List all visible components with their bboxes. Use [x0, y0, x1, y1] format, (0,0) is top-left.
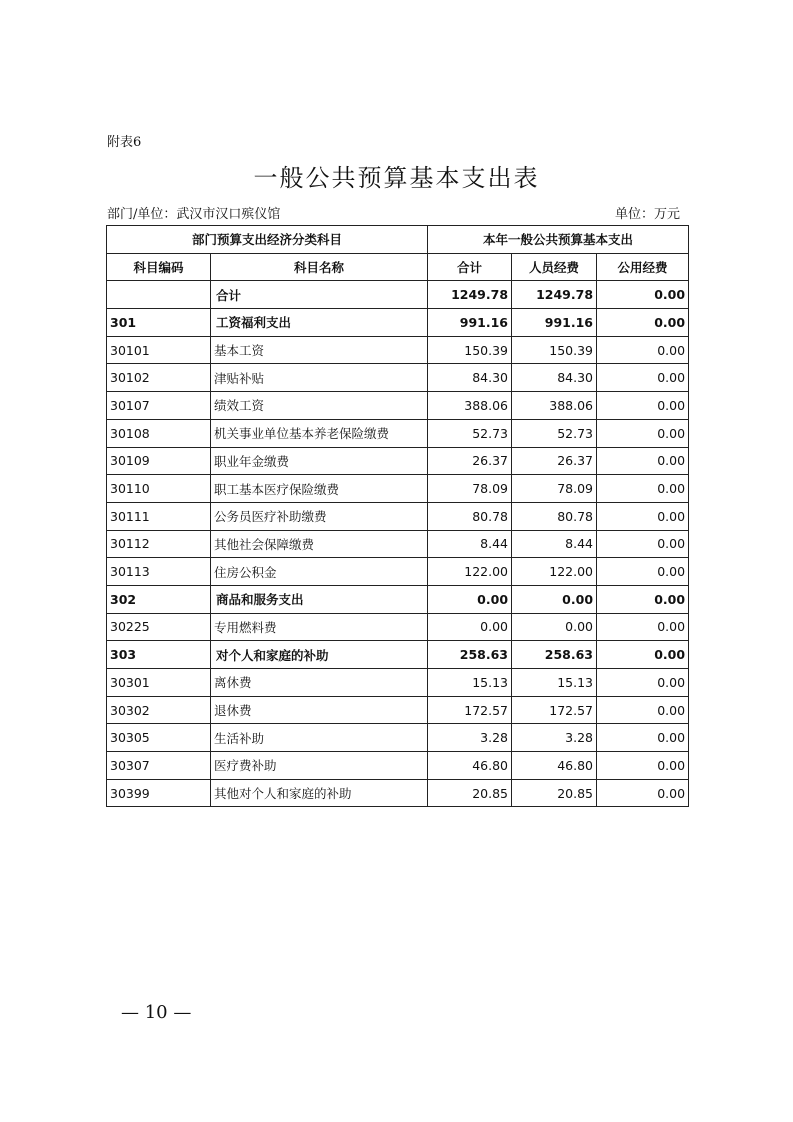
table-row [107, 641, 689, 669]
row-personnel-cell: 258.63 [512, 641, 597, 669]
row-name-cell: 住房公积金 [211, 558, 428, 586]
group-header-classification: 部门预算支出经济分类科目 [107, 226, 428, 254]
row-total-cell: 78.09 [428, 475, 512, 503]
row-public-cell: 0.00 [597, 641, 689, 669]
row-code-cell: 30111 [107, 502, 211, 530]
row-personnel-cell: 172.57 [512, 696, 597, 724]
row-personnel-cell: 3.28 [512, 724, 597, 752]
row-name-cell: 职业年金缴费 [211, 447, 428, 475]
row-code-cell: 30110 [107, 475, 211, 503]
department-label: 部门/单位：武汉市汉口殡仪馆 [107, 207, 281, 222]
row-personnel-cell: 8.44 [512, 530, 597, 558]
row-code-cell: 30301 [107, 669, 211, 697]
row-name-cell: 退休费 [211, 696, 428, 724]
row-personnel-cell: 15.13 [512, 669, 597, 697]
row-public-cell: 0.00 [597, 309, 689, 337]
row-total-cell: 26.37 [428, 447, 512, 475]
row-total-cell: 15.13 [428, 669, 512, 697]
row-code-cell: 30102 [107, 364, 211, 392]
document-title: 一般公共预算基本支出表 [253, 164, 540, 192]
row-personnel-cell: 388.06 [512, 392, 597, 420]
row-personnel-cell: 991.16 [512, 309, 597, 337]
row-public-cell: 0.00 [597, 447, 689, 475]
table-row [107, 281, 689, 309]
row-name-cell: 对个人和家庭的补助 [211, 641, 428, 669]
row-public-cell: 0.00 [597, 558, 689, 586]
table-row [107, 530, 689, 558]
annex-label: 附表6 [107, 135, 142, 150]
row-name-cell: 津贴补贴 [211, 364, 428, 392]
row-total-cell: 258.63 [428, 641, 512, 669]
row-total-cell: 84.30 [428, 364, 512, 392]
table-row [107, 447, 689, 475]
row-code-cell: 301 [107, 309, 211, 337]
row-public-cell: 0.00 [597, 585, 689, 613]
table-row [107, 779, 689, 807]
row-public-cell: 0.00 [597, 364, 689, 392]
row-code-cell: 30225 [107, 613, 211, 641]
row-name-cell: 基本工资 [211, 336, 428, 364]
row-name-cell: 公务员医疗补助缴费 [211, 502, 428, 530]
row-public-cell: 0.00 [597, 419, 689, 447]
row-personnel-cell: 122.00 [512, 558, 597, 586]
table-row [107, 419, 689, 447]
table-row [107, 669, 689, 697]
row-total-cell: 0.00 [428, 585, 512, 613]
row-total-cell: 80.78 [428, 502, 512, 530]
table-body [107, 281, 689, 807]
row-public-cell: 0.00 [597, 336, 689, 364]
row-code-cell: 30399 [107, 779, 211, 807]
table-row [107, 364, 689, 392]
row-total-cell: 46.80 [428, 752, 512, 780]
row-public-cell: 0.00 [597, 752, 689, 780]
table-row [107, 336, 689, 364]
table-row [107, 475, 689, 503]
row-total-cell: 172.57 [428, 696, 512, 724]
row-total-cell: 1249.78 [428, 281, 512, 309]
row-code-cell: 302 [107, 585, 211, 613]
table-row [107, 696, 689, 724]
page-number: — 10 — [121, 1002, 192, 1023]
row-name-cell: 生活补助 [211, 724, 428, 752]
row-personnel-cell: 26.37 [512, 447, 597, 475]
row-code-cell: 30307 [107, 752, 211, 780]
row-personnel-cell: 0.00 [512, 585, 597, 613]
row-personnel-cell: 1249.78 [512, 281, 597, 309]
row-total-cell: 122.00 [428, 558, 512, 586]
row-public-cell: 0.00 [597, 724, 689, 752]
row-personnel-cell: 0.00 [512, 613, 597, 641]
row-code-cell: 30107 [107, 392, 211, 420]
row-public-cell: 0.00 [597, 669, 689, 697]
row-code-cell: 30302 [107, 696, 211, 724]
row-name-cell: 合计 [211, 281, 428, 309]
table-row [107, 752, 689, 780]
row-name-cell: 绩效工资 [211, 392, 428, 420]
row-personnel-cell: 150.39 [512, 336, 597, 364]
row-personnel-cell: 46.80 [512, 752, 597, 780]
row-code-cell: 30108 [107, 419, 211, 447]
table-row [107, 724, 689, 752]
row-name-cell: 离休费 [211, 669, 428, 697]
column-header-public: 公用经费 [597, 253, 689, 281]
row-code-cell [107, 281, 211, 309]
row-code-cell: 30305 [107, 724, 211, 752]
row-name-cell: 专用燃料费 [211, 613, 428, 641]
row-name-cell: 职工基本医疗保险缴费 [211, 475, 428, 503]
row-name-cell: 商品和服务支出 [211, 585, 428, 613]
row-personnel-cell: 78.09 [512, 475, 597, 503]
row-personnel-cell: 80.78 [512, 502, 597, 530]
row-total-cell: 52.73 [428, 419, 512, 447]
row-name-cell: 工资福利支出 [211, 309, 428, 337]
row-public-cell: 0.00 [597, 779, 689, 807]
row-total-cell: 388.06 [428, 392, 512, 420]
row-total-cell: 0.00 [428, 613, 512, 641]
row-personnel-cell: 20.85 [512, 779, 597, 807]
row-total-cell: 150.39 [428, 336, 512, 364]
row-public-cell: 0.00 [597, 502, 689, 530]
row-public-cell: 0.00 [597, 530, 689, 558]
row-personnel-cell: 84.30 [512, 364, 597, 392]
column-header-code: 科目编码 [107, 253, 211, 281]
budget-table [106, 225, 689, 807]
row-public-cell: 0.00 [597, 475, 689, 503]
row-public-cell: 0.00 [597, 392, 689, 420]
table-row [107, 392, 689, 420]
table-row [107, 613, 689, 641]
column-header-personnel: 人员经费 [512, 253, 597, 281]
table-row [107, 558, 689, 586]
unit-label: 单位：万元 [614, 207, 680, 222]
row-personnel-cell: 52.73 [512, 419, 597, 447]
row-name-cell: 医疗费补助 [211, 752, 428, 780]
row-code-cell: 30112 [107, 530, 211, 558]
row-total-cell: 991.16 [428, 309, 512, 337]
row-total-cell: 3.28 [428, 724, 512, 752]
row-total-cell: 20.85 [428, 779, 512, 807]
row-public-cell: 0.00 [597, 281, 689, 309]
row-code-cell: 30101 [107, 336, 211, 364]
row-total-cell: 8.44 [428, 530, 512, 558]
group-header-expenditure: 本年一般公共预算基本支出 [428, 226, 689, 254]
column-header-row [107, 253, 689, 281]
group-header-row [107, 226, 689, 254]
table-row [107, 309, 689, 337]
column-header-total: 合计 [428, 253, 512, 281]
row-name-cell: 其他对个人和家庭的补助 [211, 779, 428, 807]
row-code-cell: 30113 [107, 558, 211, 586]
row-code-cell: 303 [107, 641, 211, 669]
row-name-cell: 其他社会保障缴费 [211, 530, 428, 558]
table-row [107, 502, 689, 530]
column-header-name: 科目名称 [211, 253, 428, 281]
row-name-cell: 机关事业单位基本养老保险缴费 [211, 419, 428, 447]
row-public-cell: 0.00 [597, 613, 689, 641]
row-public-cell: 0.00 [597, 696, 689, 724]
table-row [107, 585, 689, 613]
row-code-cell: 30109 [107, 447, 211, 475]
